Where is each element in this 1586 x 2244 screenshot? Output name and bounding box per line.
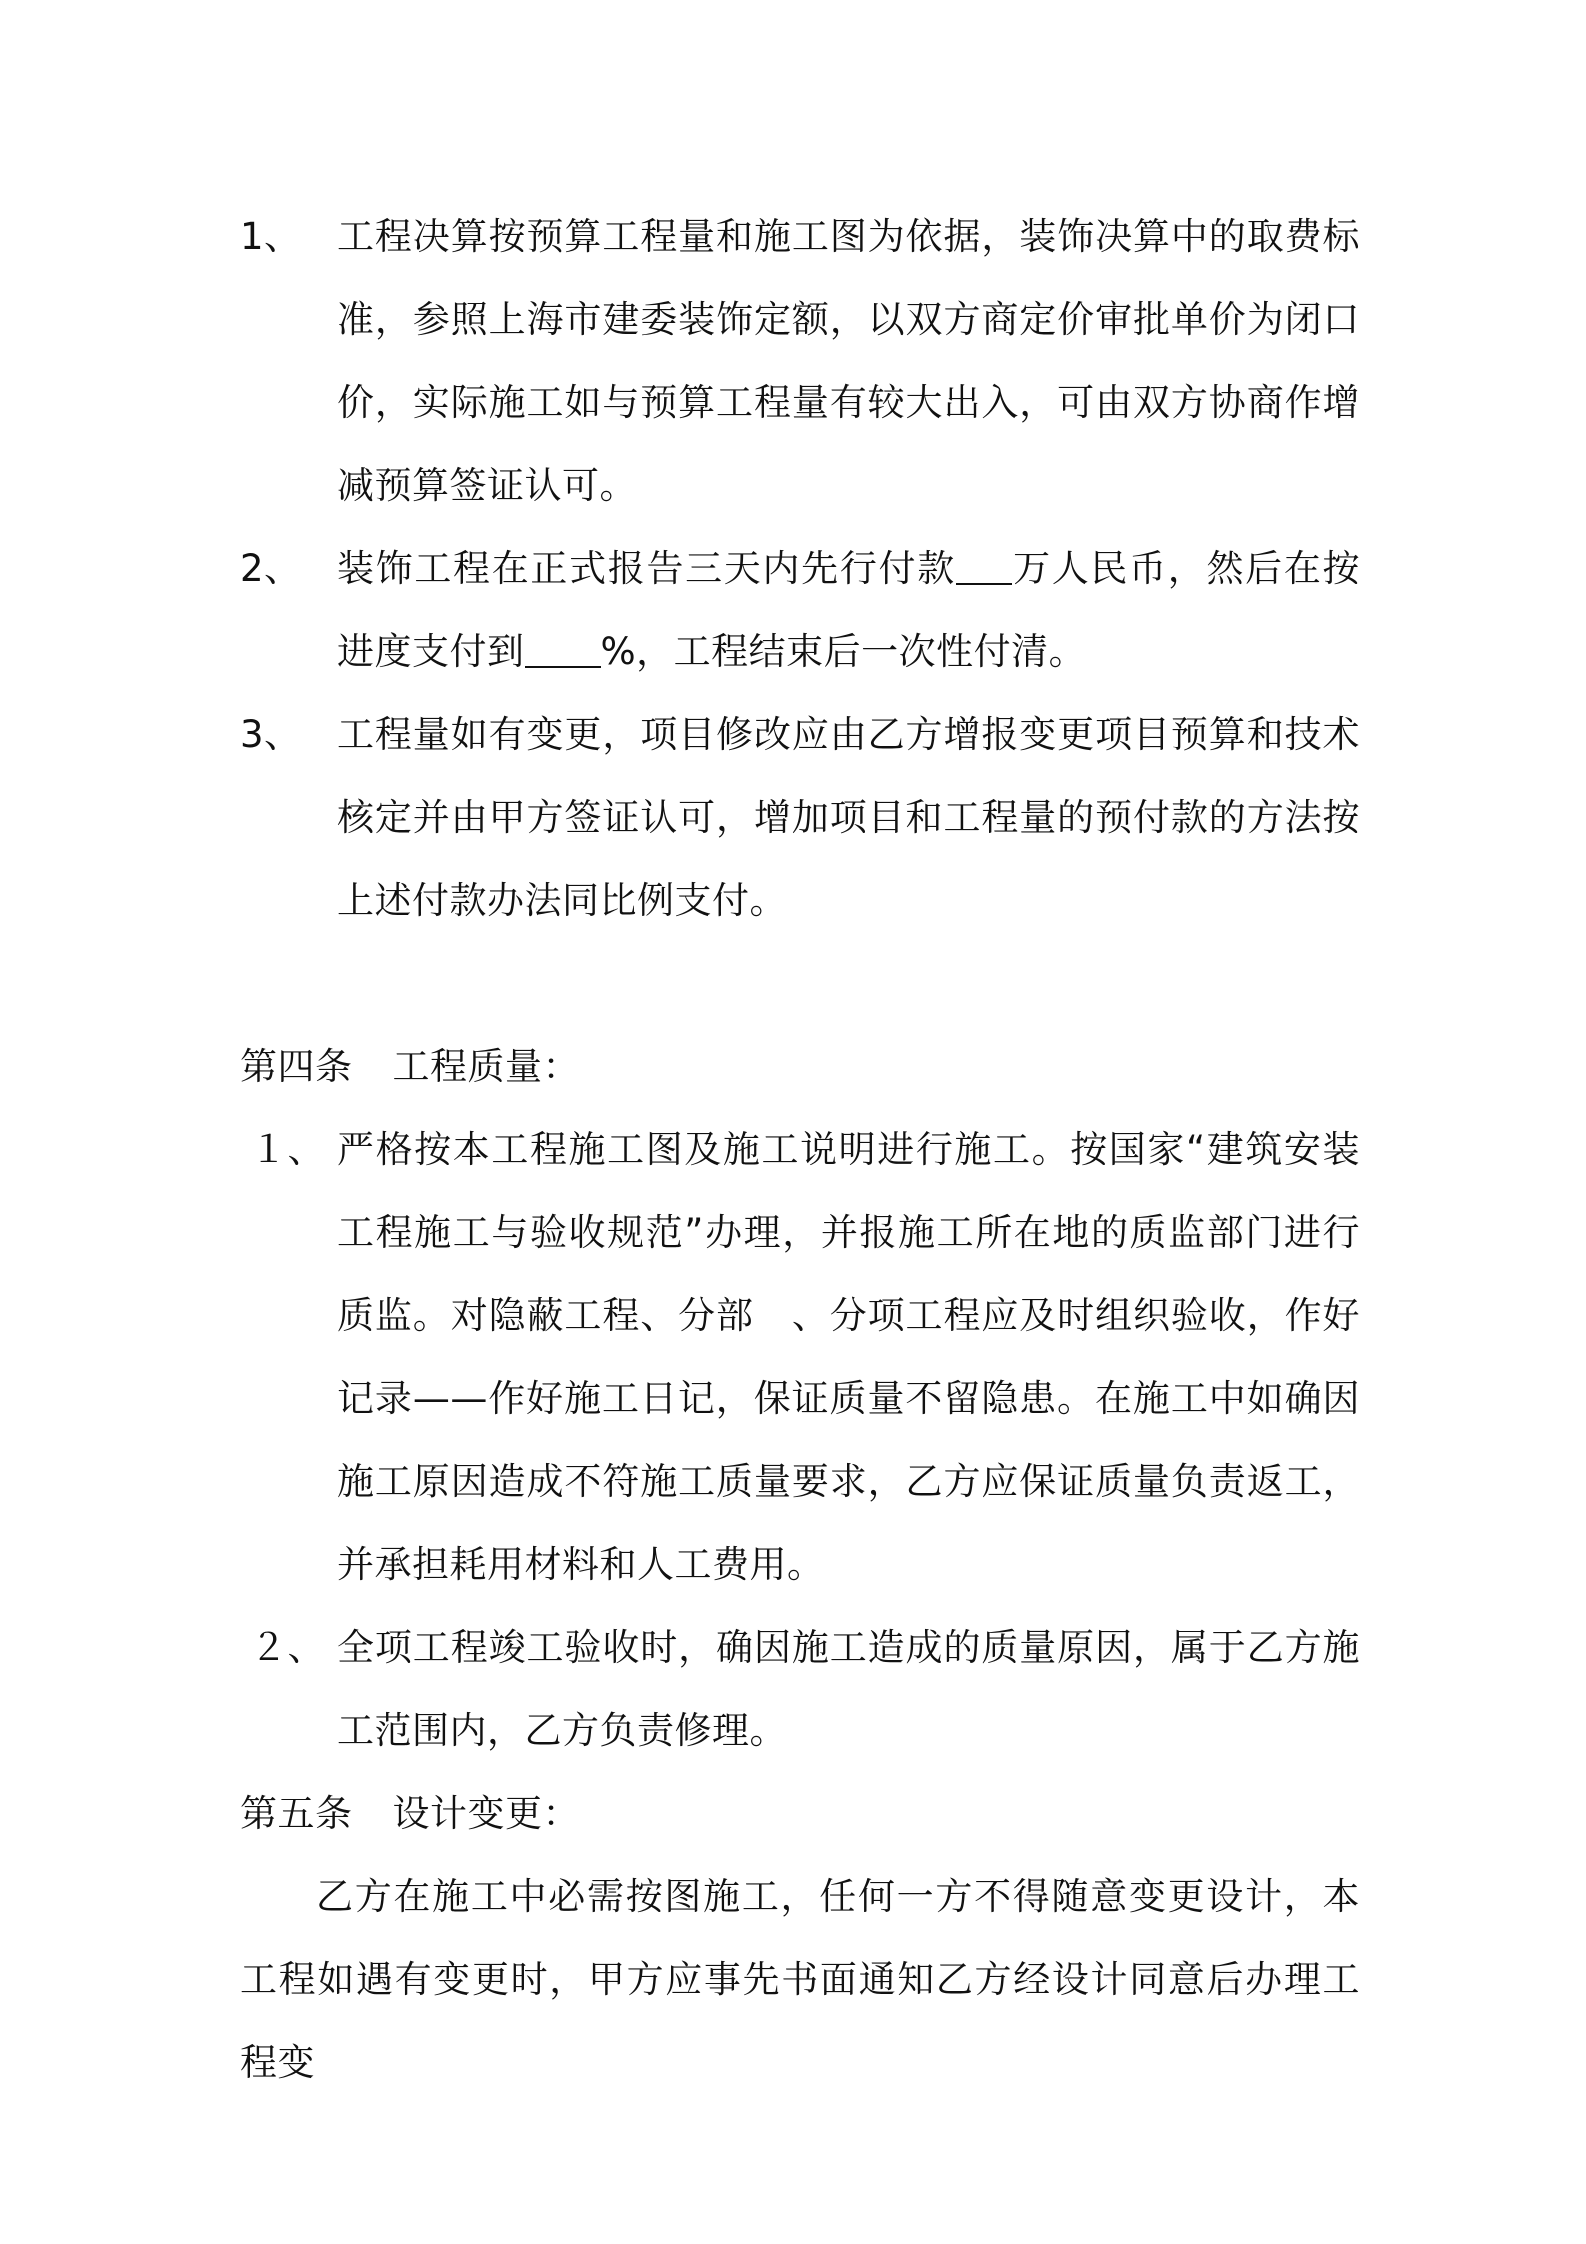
payment-text-part1: 装饰工程在正式报告三天内先行付款 bbox=[337, 547, 956, 590]
design-change-paragraph: 乙方在施工中必需按图施工，任何一方不得随意变更设计，本工程如遇有变更时，甲方应事先书面通知乙方经设计同意后办理工程变 bbox=[240, 1875, 1360, 2084]
article-title: 工程质量： bbox=[392, 1045, 580, 1088]
list-item bbox=[240, 1108, 1360, 1606]
article-number: 第四条 bbox=[240, 1045, 353, 1088]
percent-blank bbox=[525, 630, 601, 668]
item-text: 全项工程竣工验收时，确因施工造成的质量原因，属于乙方施工范围内，乙方负责修理。 bbox=[337, 1626, 1360, 1752]
item-text: 严格按本工程施工图及施工说明进行施工。按国家“建筑安装工程施工与验收规范”办理，并报施工所在地的质监部门进行质监。对隐蔽工程、分部 、分项工程应及时组织验收，作好记录——作好施工日记，保证质量不留隐患。在施工中如确因施工原因造成不符施工质量要求，乙方应保证质量负责返工，并承担耗用材料和人工费用。 bbox=[337, 1128, 1360, 1586]
document-content bbox=[240, 195, 1360, 2104]
section-spacer bbox=[240, 942, 1360, 1025]
item-number: ２、 bbox=[250, 1626, 325, 1669]
section-heading-quality bbox=[240, 1025, 1360, 1108]
list-item bbox=[240, 1606, 1360, 1772]
article-number: 第五条 bbox=[240, 1792, 353, 1835]
list-item bbox=[240, 195, 1360, 527]
payment-text-part3: %，工程结束后一次性付清。 bbox=[600, 630, 1087, 673]
item-number: １、 bbox=[250, 1128, 325, 1171]
list-item bbox=[240, 527, 1360, 693]
item-text: 工程决算按预算工程量和施工图为依据，装饰决算中的取费标准，参照上海市建委装饰定额，以双方商定价审批单价为闭口价，实际施工如与预算工程量有较大出入，可由双方协商作增减预算签证认可。 bbox=[337, 215, 1360, 507]
section-heading-design-change bbox=[240, 1772, 1360, 1855]
payment-text-part2: 万人民币，然后在按进度支付到 bbox=[337, 547, 1361, 673]
item-number: 1、 bbox=[240, 215, 302, 258]
item-text: 工程量如有变更，项目修改应由乙方增报变更项目预算和技术核定并由甲方签证认可，增加项目和工程量的预付款的方法按上述付款办法同比例支付。 bbox=[337, 713, 1360, 922]
item-number: 3、 bbox=[240, 713, 302, 756]
amount-blank bbox=[956, 547, 1012, 585]
article-title: 设计变更： bbox=[392, 1792, 580, 1835]
list-item bbox=[240, 693, 1360, 942]
item-text bbox=[337, 527, 1360, 693]
item-number: 2、 bbox=[240, 547, 302, 590]
